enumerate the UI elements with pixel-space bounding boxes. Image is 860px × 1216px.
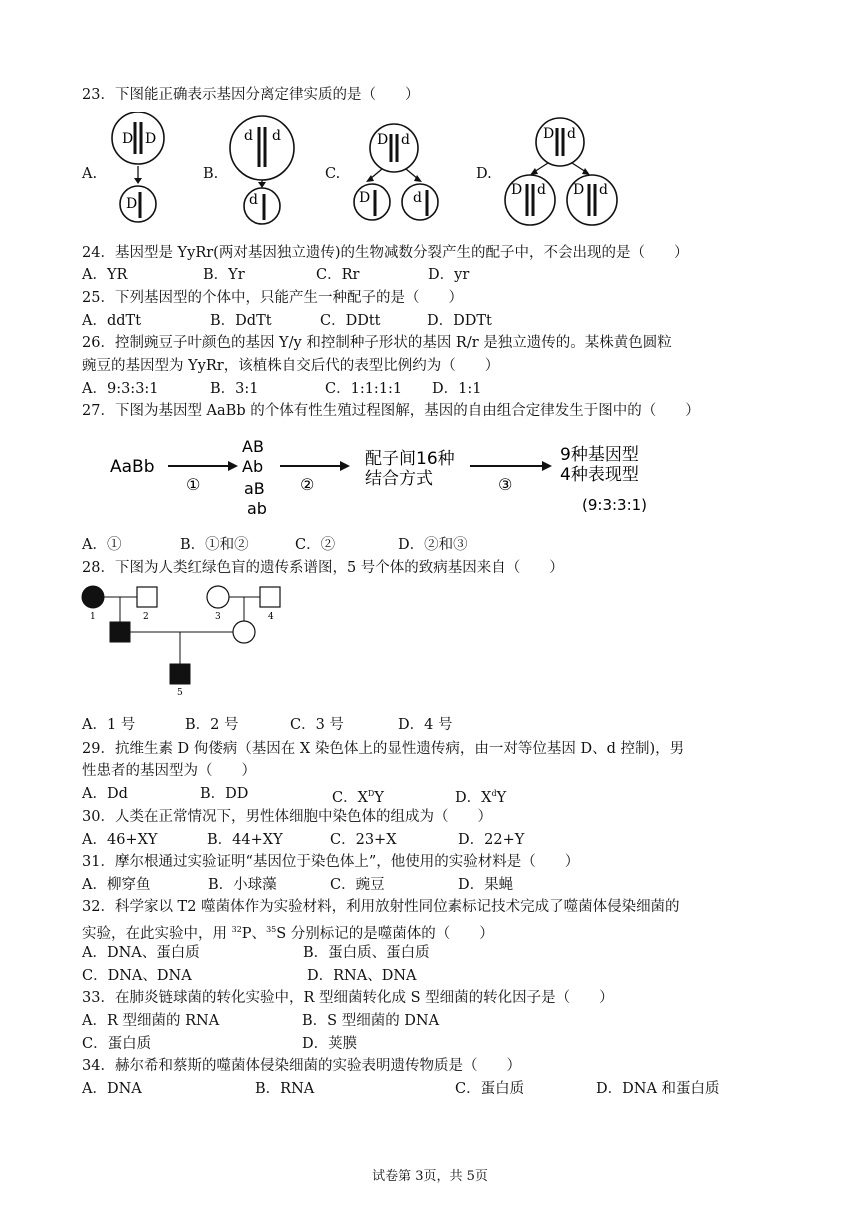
q27-gamete-ab-lower: ab: [247, 499, 267, 518]
q28-stem: 28．下图为人类红绿色盲的遗传系谱图，5 号个体的致病基因来自（ ）: [82, 560, 564, 576]
q30-stem: 30．人类在正常情况下，男性体细胞中染色体的组成为（ ）: [82, 809, 492, 825]
q33-option-a: A．R 型细菌的 RNA: [82, 1013, 220, 1029]
q24-option-a: A．YR: [82, 267, 128, 283]
q31-option-d: D．果蝇: [458, 877, 514, 893]
q23-option-a-figure: [112, 112, 164, 222]
q23-label-d: D.: [476, 166, 492, 182]
q27-result-ratio: (9:3:3:1): [582, 496, 648, 514]
q23-option-b-figure: [230, 116, 294, 224]
q33-stem: 33．在肺炎链球菌的转化实验中，R 型细菌转化成 S 型细菌的转化因子是（ ）: [82, 990, 614, 1006]
q28-pedigree-chart: [80, 584, 290, 699]
q23-d-bl-right: d: [537, 182, 546, 198]
q29-option-c: C．$X^DY$: [332, 789, 384, 806]
q23-a-bottom: D: [126, 196, 138, 212]
q32-option-d: D．RNA、DNA: [307, 968, 417, 984]
q34-option-b: B．RNA: [255, 1081, 315, 1097]
q29-option-a: A．Dd: [82, 786, 128, 802]
q26-stem-line2: 豌豆的基因型为 YyRr，该植株自交后代的表型比例约为（ ）: [82, 358, 500, 374]
q27-gamete-ab-mixed2: aB: [244, 479, 265, 498]
q27-result-phenotypes: 4种表现型: [560, 465, 639, 485]
q29-option-b: B．DD: [200, 786, 249, 802]
q29-stem-line2: 性患者的基因型为（ ）: [82, 763, 256, 779]
q25-option-b: B．DdTt: [210, 313, 272, 329]
q32-stem-line1: 32．科学家以 T2 噬菌体作为实验材料，利用放射性同位素标记技术完成了噬菌体侵染细菌的: [82, 899, 680, 915]
q29-option-d: D．$X^dY$: [455, 789, 507, 806]
pedigree-label-3: 3: [215, 612, 221, 622]
q23-c-bottom-left: D: [359, 190, 371, 206]
q23-c-top-right: d: [401, 132, 410, 148]
q23-label-a: A.: [82, 166, 98, 182]
pedigree-individual-4: [260, 587, 280, 607]
pedigree-individual-male-affected: [110, 622, 130, 642]
q23-d-top-right: d: [567, 126, 576, 142]
pedigree-label-2: 2: [143, 612, 149, 622]
q26-option-d: D．1:1: [432, 381, 482, 397]
pedigree-label-1: 1: [90, 612, 96, 622]
q23-b-top-right: d: [272, 128, 281, 144]
q31-stem: 31．摩尔根通过实验证明“基因位于染色体上”，他使用的实验材料是（ ）: [82, 854, 580, 870]
q33-option-d: D．荚膜: [302, 1036, 358, 1052]
q23-b-top-left: d: [244, 128, 253, 144]
q27-process-diagram: [110, 432, 670, 528]
q23-d-bl-left: D: [511, 182, 523, 198]
q24-option-c: C．Rr: [316, 267, 360, 283]
q31-option-a: A．柳穿鱼: [82, 877, 151, 893]
q32-stem-line2: 实验，在此实验中，用 $^{32}$P、$^{35}$S 分别标记的是噬菌体的（ ）: [82, 925, 494, 942]
q26-option-c: C．1:1:1:1: [325, 381, 403, 397]
q28-option-d: D．4 号: [398, 717, 453, 733]
q27-parent-genotype: AaBb: [110, 457, 155, 477]
q27-option-a: A．①: [82, 537, 122, 553]
q23-option-c-figure: [354, 124, 438, 220]
q29-stem-line1: 29．抗维生素 D 佝偻病（基因在 X 染色体上的显性遗传病，由一对等位基因 D、d 控制)，男: [82, 741, 685, 757]
q33-option-c: C．蛋白质: [82, 1036, 152, 1052]
q30-option-c: C．23+X: [330, 832, 397, 848]
q23-d-br-right: d: [599, 182, 608, 198]
q23-cell-diagrams: [100, 112, 790, 232]
q27-option-c: C．②: [295, 537, 336, 553]
q34-option-d: D．DNA 和蛋白质: [596, 1081, 720, 1097]
q27-mid-line1: 配子间16种: [365, 449, 455, 469]
q34-stem: 34．赫尔希和蔡斯的噬菌体侵染细菌的实验表明遗传物质是（ ）: [82, 1058, 521, 1074]
q23-b-bottom: d: [249, 192, 258, 208]
q26-stem-line1: 26．控制豌豆子叶颜色的基因 Y/y 和控制种子形状的基因 R/r 是独立遗传的。某株黄色圆粒: [82, 335, 672, 351]
pedigree-individual-1: [82, 586, 104, 608]
q31-option-b: B．小球藻: [208, 877, 277, 893]
q23-d-br-left: D: [573, 182, 585, 198]
pedigree-individual-2: [137, 587, 157, 607]
pedigree-individual-5: [170, 664, 190, 684]
q28-option-c: C．3 号: [290, 717, 344, 733]
q23-a-top-right: D: [145, 131, 157, 147]
pedigree-label-4: 4: [268, 612, 274, 622]
q23-c-top-left: D: [377, 132, 389, 148]
q30-option-d: D．22+Y: [458, 832, 525, 848]
q27-step-2: ②: [300, 475, 315, 494]
q31-option-c: C．豌豆: [330, 877, 385, 893]
q28-option-b: B．2 号: [185, 717, 239, 733]
pedigree-individual-female-carrier: [233, 621, 255, 643]
q25-option-d: D．DDTt: [427, 313, 492, 329]
pedigree-label-5: 5: [177, 688, 183, 698]
q33-option-b: B．S 型细菌的 DNA: [302, 1013, 440, 1029]
q23-a-top-left: D: [122, 131, 134, 147]
page-footer: 试卷第 3页，共 5页: [372, 1169, 488, 1184]
q23-label-c: C.: [325, 166, 341, 182]
q34-option-a: A．DNA: [82, 1081, 142, 1097]
q27-option-b: B．①和②: [180, 537, 249, 553]
q24-stem: 24．基因型是 YyRr(两对基因独立遗传)的生物减数分裂产生的配子中，不会出现的是（ ）: [82, 245, 689, 261]
q30-option-b: B．44+XY: [207, 832, 283, 848]
q30-option-a: A．46+XY: [82, 832, 158, 848]
q26-option-b: B．3:1: [210, 381, 259, 397]
q23-stem: 23．下图能正确表示基因分离定律实质的是（ ）: [82, 87, 420, 103]
q24-option-d: D．yr: [428, 267, 470, 283]
q27-mid-line2: 结合方式: [365, 469, 433, 489]
q23-c-bottom-right: d: [413, 190, 422, 206]
pedigree-individual-3: [207, 586, 229, 608]
q28-option-a: A．1 号: [82, 717, 136, 733]
q24-option-b: B．Yr: [203, 267, 245, 283]
q27-result-genotypes: 9种基因型: [560, 445, 639, 465]
q27-stem: 27．下图为基因型 AaBb 的个体有性生殖过程图解，基因的自由组合定律发生于图中的（ ）: [82, 403, 700, 419]
q32-option-b: B．蛋白质、蛋白质: [303, 945, 430, 961]
q25-option-a: A．ddTt: [82, 313, 142, 329]
q27-step-3: ③: [498, 475, 513, 494]
q23-option-d-figure: [505, 118, 617, 225]
q32-option-c: C．DNA、DNA: [82, 968, 192, 984]
q27-gamete-ab-upper: AB: [242, 437, 264, 456]
q23-label-b: B.: [203, 166, 219, 182]
q34-option-c: C．蛋白质: [455, 1081, 525, 1097]
q26-option-a: A．9:3:3:1: [82, 381, 159, 397]
q23-d-top-left: D: [543, 126, 555, 142]
q25-stem: 25．下列基因型的个体中，只能产生一种配子的是（ ）: [82, 290, 463, 306]
q27-step-1: ①: [186, 475, 201, 494]
q27-gamete-ab-mixed1: Ab: [242, 457, 264, 476]
q27-option-d: D．②和③: [398, 537, 468, 553]
q25-option-c: C．DDtt: [320, 313, 381, 329]
q32-option-a: A．DNA、蛋白质: [82, 945, 200, 961]
